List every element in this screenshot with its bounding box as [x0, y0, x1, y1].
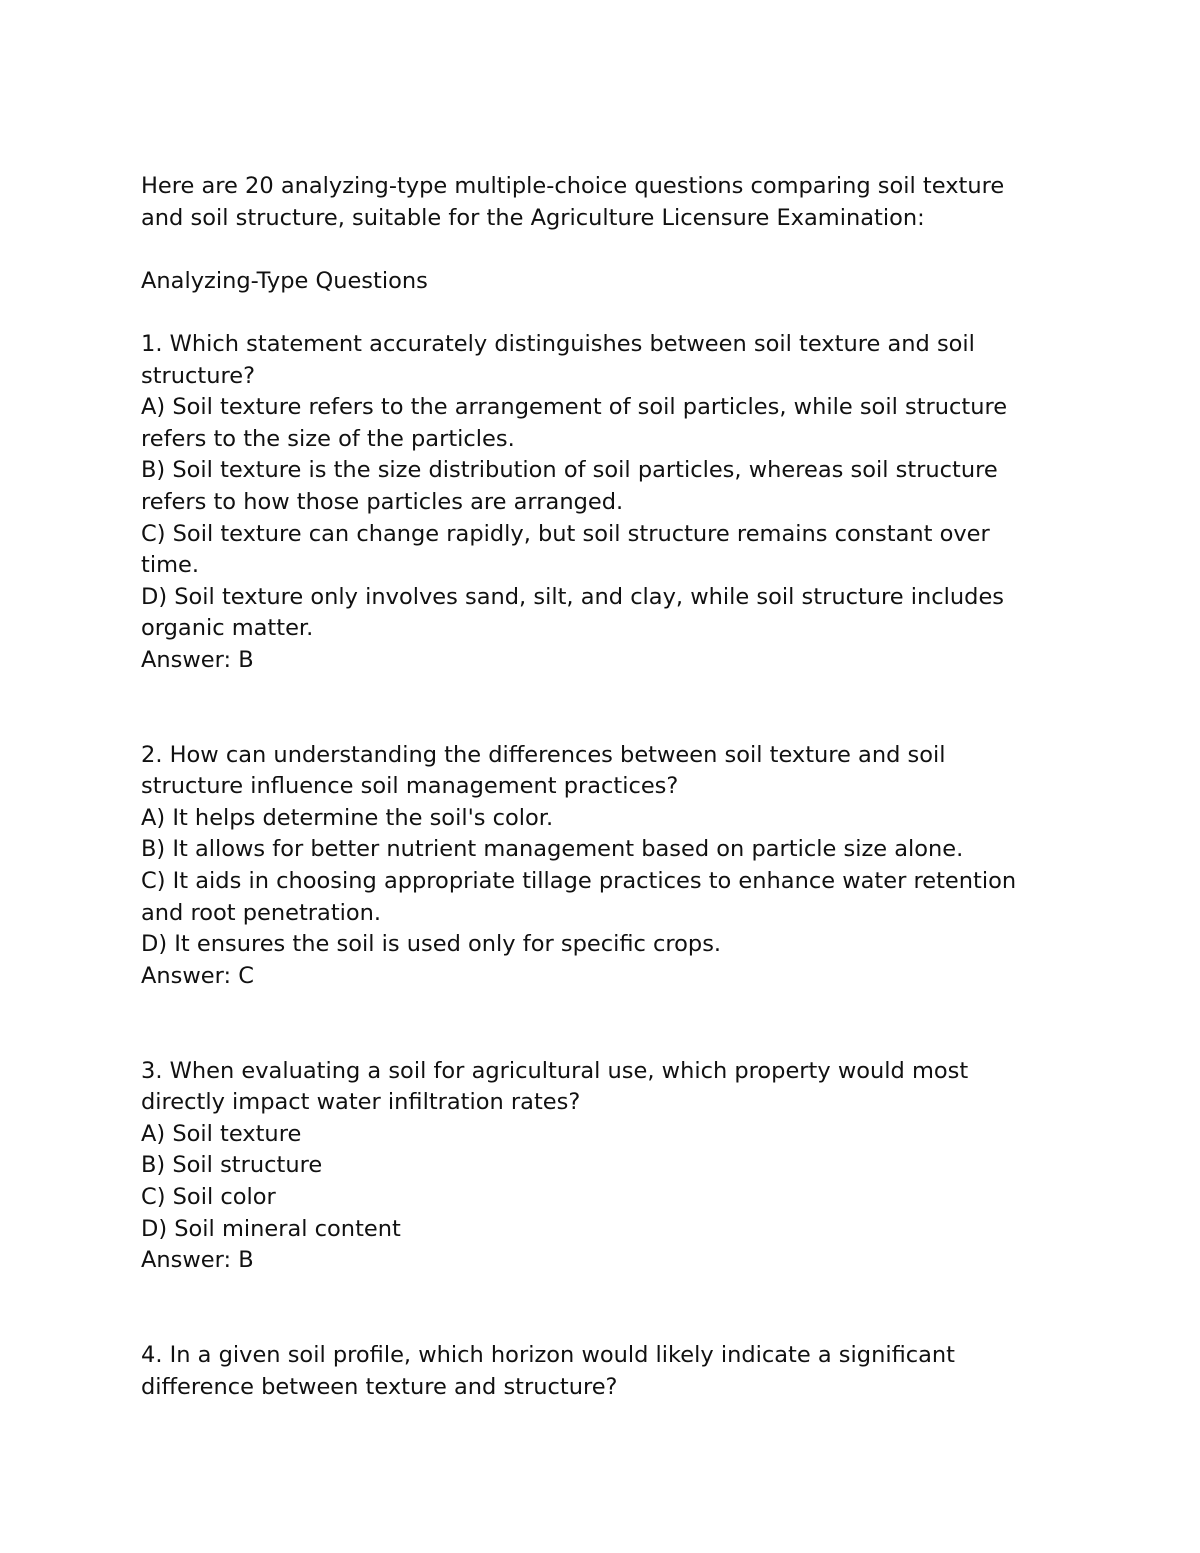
question-stem: 4. In a given soil profile, which horizon would likely indicate a significant	[141, 1341, 955, 1368]
question-3	[141, 1056, 1081, 1277]
option-a: refers to the size of the particles.	[141, 425, 515, 452]
answer: Answer: B	[141, 1247, 254, 1274]
question-stem: structure?	[141, 362, 256, 389]
option-c: C) It aids in choosing appropriate tillage practices to enhance water retention	[141, 868, 1017, 895]
option-a: A) Soil texture refers to the arrangement of soil particles, while soil structure	[141, 394, 1008, 421]
option-b: B) It allows for better nutrient management based on particle size alone.	[141, 836, 964, 863]
option-d: D) It ensures the soil is used only for specific crops.	[141, 931, 722, 958]
question-stem: directly impact water infiltration rates?	[141, 1089, 581, 1116]
answer: Answer: B	[141, 646, 254, 673]
option-b: B) Soil structure	[141, 1152, 323, 1179]
intro-line: and soil structure, suitable for the Agriculture Licensure Examination:	[141, 204, 925, 231]
option-c: time.	[141, 552, 199, 579]
option-c: C) Soil color	[141, 1184, 276, 1210]
intro-paragraph	[141, 171, 1081, 234]
question-stem: structure influence soil management practices?	[141, 773, 679, 800]
option-d: organic matter.	[141, 615, 314, 642]
option-c: C) Soil texture can change rapidly, but soil structure remains constant over	[141, 520, 990, 547]
option-a: A) It helps determine the soil's color.	[141, 804, 554, 831]
question-stem: difference between texture and structure?	[141, 1373, 618, 1400]
question-stem: 2. How can understanding the differences between soil texture and soil	[141, 741, 946, 768]
option-c: and root penetration.	[141, 899, 382, 926]
intro-line: Here are 20 analyzing-type multiple-choice questions comparing soil texture	[141, 173, 1005, 199]
option-b: refers to how those particles are arranged.	[141, 488, 624, 515]
option-d: D) Soil texture only involves sand, silt, and clay, while soil structure includes	[141, 583, 1005, 610]
answer: Answer: C	[141, 962, 254, 989]
question-stem: 1. Which statement accurately distinguishes between soil texture and soil	[141, 330, 975, 357]
option-a: A) Soil texture	[141, 1120, 302, 1147]
section-heading: Analyzing-Type Questions	[141, 267, 428, 294]
question-1	[141, 329, 1081, 677]
question-stem: 3. When evaluating a soil for agricultural use, which property would most	[141, 1057, 969, 1084]
option-b: B) Soil texture is the size distribution of soil particles, whereas soil structure	[141, 457, 998, 484]
question-2	[141, 740, 1081, 993]
option-d: D) Soil mineral content	[141, 1215, 401, 1242]
document-page	[141, 171, 1081, 1403]
question-4	[141, 1340, 1081, 1403]
